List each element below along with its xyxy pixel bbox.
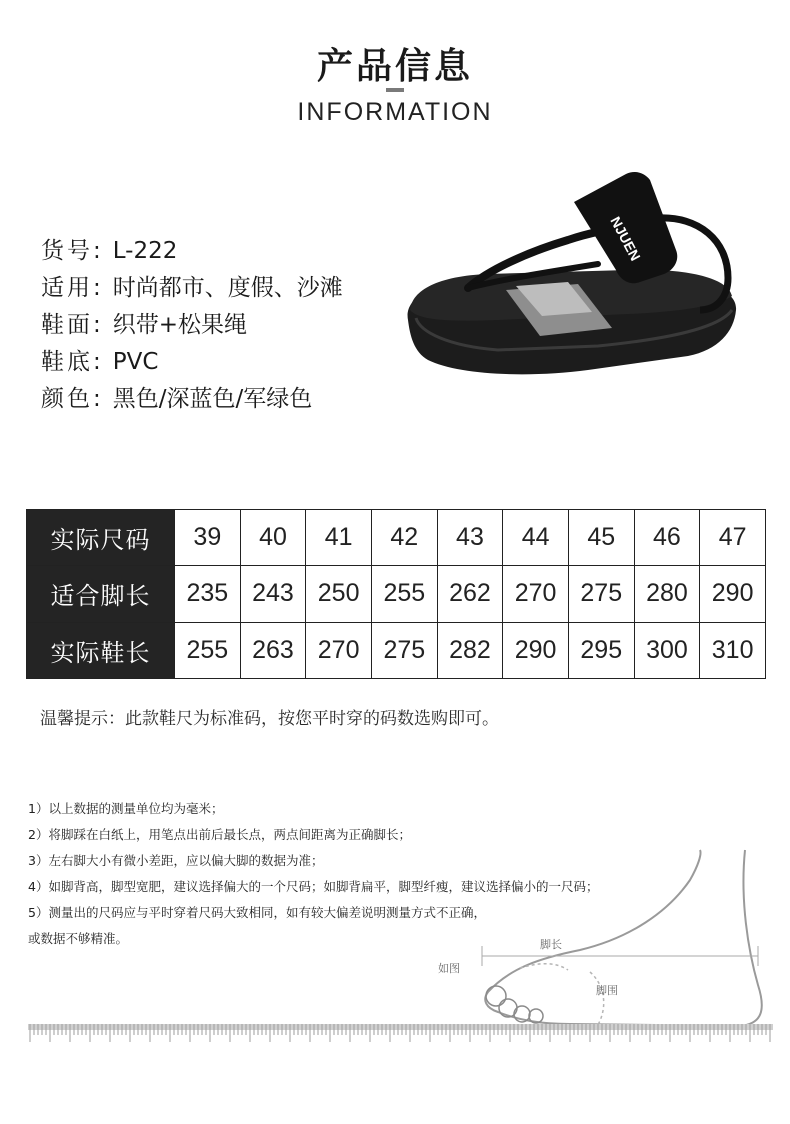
size-cell: 263 (240, 622, 306, 678)
spec-item-usage: 适用: 时尚都市、度假、沙滩 (41, 275, 343, 301)
size-cell: 46 (634, 510, 700, 566)
page-subtitle: INFORMATION (297, 98, 493, 126)
measuring-ruler (28, 1024, 773, 1044)
sandal-image (398, 160, 748, 395)
spec-value: 织带+松果绳 (112, 312, 248, 338)
note-item: 4）如脚背高，脚型宽肥，建议选择偏大的一个尺码；如脚背扁平，脚型纤瘦，建议选择偏小的一尺码； (28, 879, 599, 894)
note-item: 或数据不够精准。 (28, 931, 129, 946)
figure-label: 如图 (438, 962, 460, 975)
size-cell: 40 (240, 510, 306, 566)
size-cell: 280 (634, 566, 700, 622)
spec-label: 鞋底 (41, 349, 93, 375)
size-cell: 282 (437, 622, 503, 678)
strap-logo-text: NJUEN (607, 213, 644, 264)
spec-label: 颜色 (41, 386, 93, 412)
size-row-label: 实际鞋长 (27, 622, 175, 678)
size-cell: 310 (700, 622, 766, 678)
size-table-row (27, 622, 766, 678)
size-cell: 243 (240, 566, 306, 622)
spec-item-sole: 鞋底: PVC (41, 349, 159, 375)
size-cell: 39 (175, 510, 241, 566)
spec-item-code: 货号: L-222 (41, 238, 178, 264)
spec-item-upper: 鞋面: 织带+松果绳 (41, 312, 248, 338)
spec-value: L-222 (112, 238, 178, 264)
size-cell: 235 (175, 566, 241, 622)
foot-measure-diagram (400, 840, 780, 1050)
size-cell: 270 (306, 622, 372, 678)
note-item: 5）测量出的尺码应与平时穿着尺码大致相同，如有较大偏差说明测量方式不正确， (28, 905, 486, 920)
size-table (26, 509, 766, 679)
note-item: 2）将脚踩在白纸上，用笔点出前后最长点，两点间距离为正确脚长； (28, 827, 411, 842)
size-cell: 43 (437, 510, 503, 566)
spec-list (41, 233, 343, 418)
note-item: 3）左右脚大小有微小差距，应以偏大脚的数据为准； (28, 853, 324, 868)
size-cell: 295 (568, 622, 634, 678)
size-cell: 300 (634, 622, 700, 678)
size-table-row (27, 510, 766, 566)
spec-value: PVC (112, 349, 159, 375)
size-cell: 290 (503, 622, 569, 678)
spec-label: 适用 (41, 275, 93, 301)
foot-girth-label: 脚围 (596, 984, 618, 997)
spec-label: 鞋面 (41, 312, 93, 338)
spec-item-color: 颜色: 黑色/深蓝色/军绿色 (41, 386, 313, 412)
size-cell: 44 (503, 510, 569, 566)
size-row-label: 实际尺码 (27, 510, 175, 566)
size-cell: 290 (700, 566, 766, 622)
page-title: 产品信息 (316, 46, 473, 87)
spec-value: 时尚都市、度假、沙滩 (112, 275, 343, 301)
spec-value: 黑色/深蓝色/军绿色 (112, 386, 313, 412)
foot-length-label: 脚长 (540, 938, 562, 951)
size-tip: 温馨提示：此款鞋尺为标准码，按您平时穿的码数选购即可。 (40, 709, 499, 729)
title-divider (386, 88, 404, 92)
size-table-row (27, 566, 766, 622)
size-cell: 255 (175, 622, 241, 678)
size-cell: 45 (568, 510, 634, 566)
note-item: 1）以上数据的测量单位均为毫米； (28, 801, 224, 816)
size-cell: 275 (371, 622, 437, 678)
size-cell: 262 (437, 566, 503, 622)
size-cell: 275 (568, 566, 634, 622)
size-cell: 270 (503, 566, 569, 622)
size-cell: 42 (371, 510, 437, 566)
size-cell: 47 (700, 510, 766, 566)
size-row-label: 适合脚长 (27, 566, 175, 622)
size-cell: 255 (371, 566, 437, 622)
size-cell: 250 (306, 566, 372, 622)
spec-label: 货号 (41, 238, 93, 264)
size-cell: 41 (306, 510, 372, 566)
